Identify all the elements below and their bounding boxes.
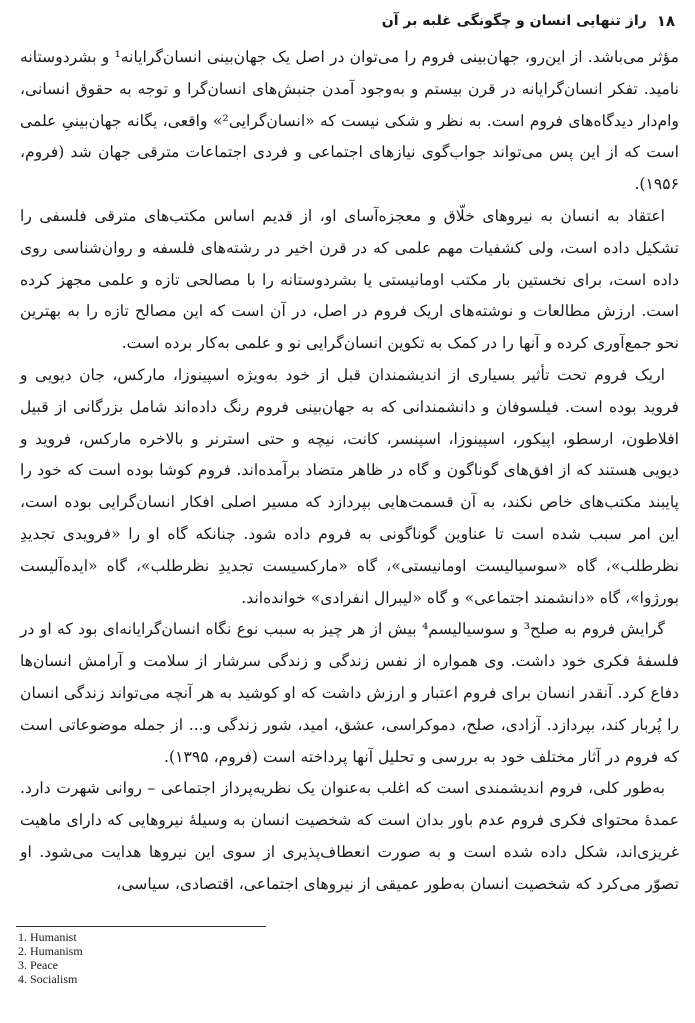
paragraph: گرایش فروم به صلح³ و سوسیالیسم⁴ بیش از هر چیز به سبب نوع نگاه انسان‌گرایانه‌ای بود که او در فلسفهٔ فکری خود داشت. وی همواره از نفس زندگی و زندگی سرشار از سلامت و آرامش انسان‌ها دفاع کرد. آنقدر انسان برای فروم اعتبار و ارزش داشت که او کوشید به هر آنچه می‌تواند زندگی انسان را پُربار کند، بپردازد. آزادی، صلح، دموکراسی، عشق، امید، شور زندگی و... از جمله موضوعاتی است که فروم در آثار مختلف خود به بررسی و تحلیل آنها پرداخته است (فروم، ۱۳۹۵).	[20, 620, 679, 766]
running-header	[20, 8, 675, 34]
footnote: 1. Humanist	[18, 930, 77, 944]
footnote: 4. Socialism	[18, 972, 78, 986]
paragraph: اریک فروم تحت تأثیر بسیاری از اندیشمندان قبل از خود به‌ویژه اسپینوزا، مارکس، جان دیویی و فروید بوده است. فیلسوفان و دانشمندانی که به جهان‌بینی فروم رنگ داده‌اند شامل بزرگانی از قبیل افلاطون، ارسطو، اپیکور، اسپینوزا، اسپنسر، کانت، نیچه و حتی استرنر و بالاخره مارکس، فروید و دیویی هستند که از افق‌های گوناگون و گاه در ظاهر متضاد برآمده‌اند. فروم کوشا بوده است که خود را پایبند مکتب‌های خاص نکند، به آن قسمت‌هایی بپردازد که مسیر اصلی افکار انسان‌گرایی بوده است، این امر سبب شده است تا عناوین گوناگونی به فروم داده شود. چنانکه گاه او را «فرویدی تجدیدِ نظرطلب»، گاه «سوسیالیست اومانیستی»، گاه «مارکسیست تجدیدِ نظرطلب»، گاه «ایده‌آلیست بورژوا»، گاه «دانشمند اجتماعی» و گاه «لیبرال انفرادی» خوانده‌اند.	[20, 365, 679, 607]
footnote-divider	[16, 926, 266, 927]
footnote: 2. Humanism	[18, 944, 83, 958]
paragraph: مؤثر می‌باشد. از این‌رو، جهان‌بینی فروم را می‌توان در اصل یک جهان‌بینی انسان‌گرایانه¹ و بشردوستانه نامید. تفکر انسان‌گرایانه در قرن بیستم و به‌وجود آمدن جنبش‌های انسان‌گرا و توجه به حقوق انسانی، وام‌دار دیدگاه‌های فروم است. به نظر و شکی نیست که «انسان‌گرایی²» واقعی، یگانه جهان‌بینیِ علمی است که از این پس می‌تواند جواب‌گوی نیازهای اجتماعی و فردی اجتماعات مترقی جهان شد (فروم، ۱۹۵۶).	[20, 48, 679, 194]
running-title: راز تنهایی انسان و چگونگی غلبه بر آن	[381, 13, 647, 29]
footnote: 3. Peace	[18, 958, 58, 972]
footnotes	[18, 930, 83, 986]
body-text	[20, 42, 679, 901]
paragraph: به‌طور کلی، فروم اندیشمندی است که اغلب به‌عنوان یک نظریه‌پرداز اجتماعی – روانی شهرت دارد. عمدهٔ محتوای فکری فروم عدم باور بدان است که شخصیت انسان به وسیلهٔ نیروهایی که دارای ماهیت غریزی‌اند، شکل داده شده است و به صورت انعطاف‌پذیری از سوی این نیروها هدایت می‌شود. او تصوّر می‌کرد که شخصیت انسان به‌طور عمیقی از نیروهای اجتماعی، اقتصادی، سیاسی،	[20, 779, 679, 893]
page-number: ۱۸	[656, 12, 675, 30]
paragraph: اعتقاد به انسان به نیروهای خلّاق و معجزه‌آسای او، از قدیم اساس مکتب‌های مترقی فلسفی را تشکیل داده است، ولی کشفیات مهم علمی که در قرن اخیر در رشته‌های فلسفه و روان‌شناسی روی داده است، برای نخستین بار مکتب اومانیستی یا بشردوستانه را با مصالحی تازه و علمی مجهز کرده است. ارزش مطالعات و نوشته‌های اریک فروم در اصل، در آن است که این مصالح تازه را به بهترین نحو جمع‌آوری کرده و آنها را در کمک به تکوین انسان‌گرایی نو و علمی به‌کار برده است.	[20, 206, 679, 353]
